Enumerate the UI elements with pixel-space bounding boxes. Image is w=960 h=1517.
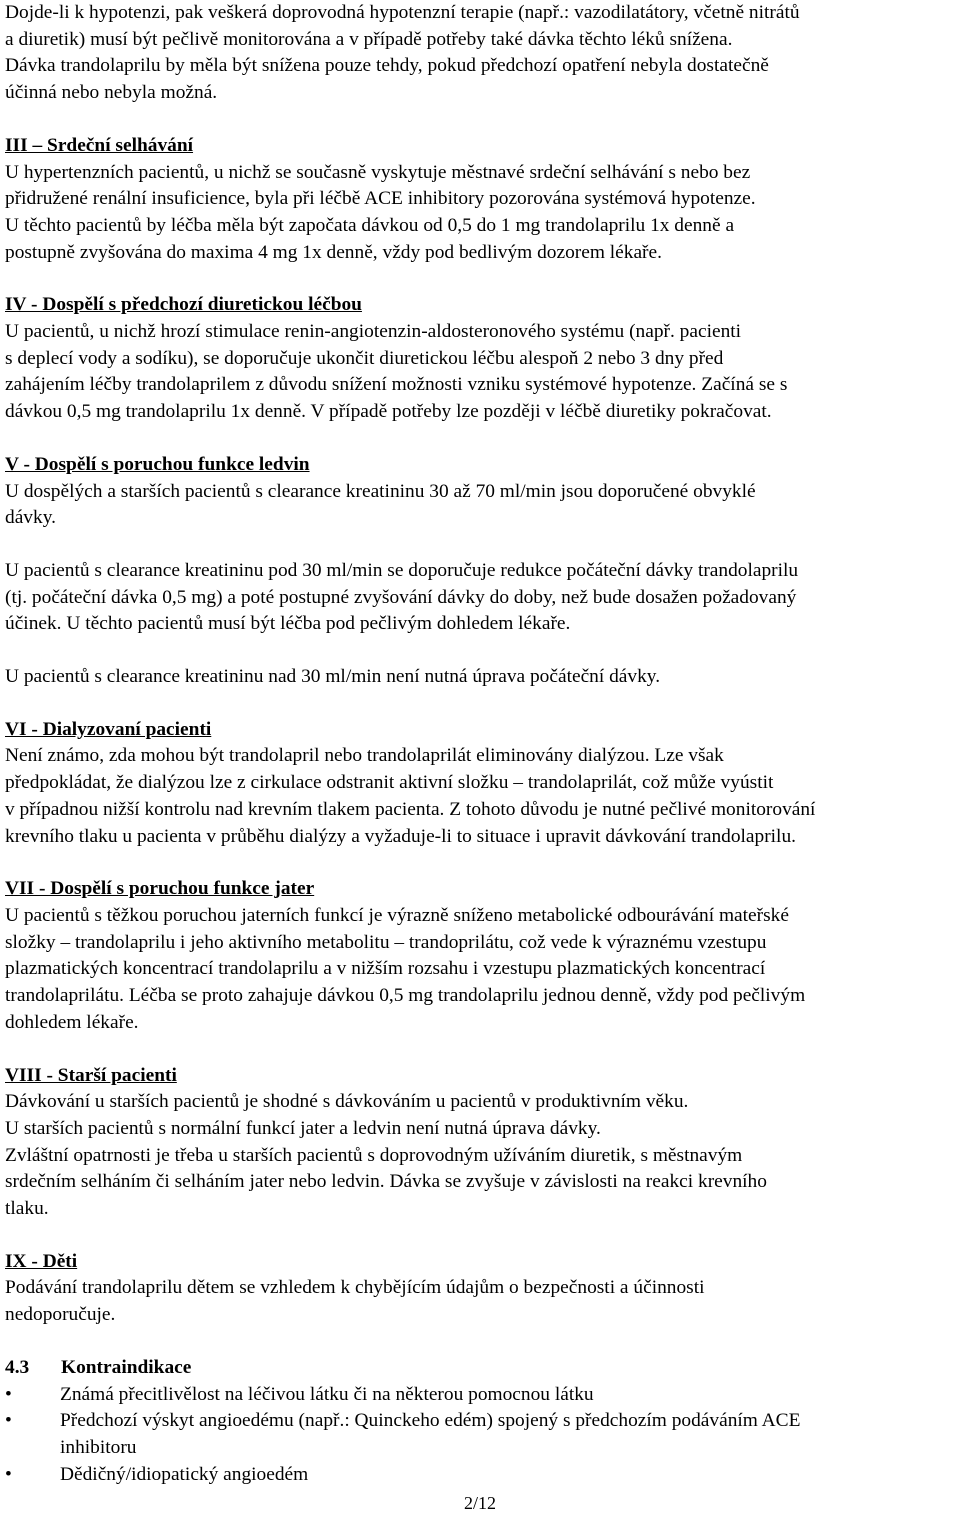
text-line: předpokládat, že dialýzou lze z cirkulace odstranit aktivní složku – trandolaprilát, což může vyústit: [5, 772, 774, 794]
text-line: složky – trandolaprilu i jeho aktivního metabolitu – trandoprilátu, což vede k výraznému vzestupu: [5, 931, 767, 953]
section-title-text: Kontraindikace: [61, 1356, 192, 1378]
section-heading: IV - Dospělí s předchozí diuretickou léčbou: [5, 294, 362, 316]
list-item-text: Dědičný/idiopatický angioedém: [60, 1463, 309, 1485]
bullet-icon: •: [5, 1410, 12, 1432]
intro-paragraph: [5, 0, 955, 107]
section-heading: VII - Dospělí s poruchou funkce jater: [5, 878, 315, 900]
text-line: nedoporučuje.: [5, 1304, 116, 1326]
section-heading: V - Dospělí s poruchou funkce ledvin: [5, 453, 310, 475]
text-line: U hypertenzních pacientů, u nichž se současně vyskytuje městnavé srdeční selhávání s nebo bez: [5, 161, 751, 183]
bullet-icon: •: [5, 1463, 12, 1485]
text-line: v případnou nižší kontrolu nad krevním tlakem pacienta. Z tohoto důvodu je nutné pečlivé monitorování: [5, 798, 816, 820]
contraindication-list: [5, 1382, 955, 1489]
text-line: U těchto pacientů by léčba měla být započata dávkou od 0,5 do 1 mg trandolaprilu 1x denně a: [5, 214, 735, 236]
text-line: Zvláštní opatrnosti je třeba u starších pacientů s doprovodným užíváním diuretik, s městnavým: [5, 1144, 743, 1166]
text-line: Podávání trandolaprilu dětem se vzhledem k chybějícím údajům o bezpečnosti a účinnosti: [5, 1277, 705, 1299]
text-line: dávkou 0,5 mg trandolaprilu 1x denně. V případě potřeby lze později v léčbě diuretiky pokračovat.: [5, 401, 772, 423]
text-line: účinná nebo nebyla možná.: [5, 82, 218, 104]
text-line: Dávka trandolaprilu by měla být snížena pouze tehdy, pokud předchozí opatření nebyla dostatečně: [5, 55, 769, 77]
text-line: U pacientů s clearance kreatininu pod 30 ml/min se doporučuje redukce počáteční dávky trandolaprilu: [5, 559, 799, 581]
text-line: dohledem lékaře.: [5, 1011, 139, 1033]
text-line: účinek. U těchto pacientů musí být léčba pod pečlivým dohledem lékaře.: [5, 613, 571, 635]
text-line: U pacientů s clearance kreatininu nad 30 ml/min není nutná úprava počáteční dávky.: [5, 666, 661, 688]
text-line: U dospělých a starších pacientů s clearance kreatininu 30 až 70 ml/min jsou doporučené obvyklé: [5, 480, 756, 502]
list-item: [5, 1382, 955, 1409]
text-line: Dávkování u starších pacientů je shodné s dávkováním u pacientů v produktivním věku.: [5, 1091, 689, 1113]
list-item-text: Známá přecitlivělost na léčivou látku či na některou pomocnou látku: [60, 1383, 594, 1405]
section-ix: [5, 1249, 955, 1329]
section-heading: III – Srdeční selhávání: [5, 134, 194, 156]
text-line: s deplecí vody a sodíku), se doporučuje ukončit diuretickou léčbu alespoň 2 nebo 3 dny před: [5, 347, 724, 369]
list-item: [5, 1408, 955, 1461]
text-line: zahájením léčby trandolaprilem z důvodu snížení možnosti vzniku systémové hypotenze. Začíná se s: [5, 374, 788, 396]
bullet-icon: •: [5, 1383, 12, 1405]
text-line: trandolaprilátu. Léčba se proto zahajuje dávkou 0,5 mg trandolaprilu jednou denně, vždy pod pečlivým: [5, 985, 806, 1007]
section-title: [5, 1355, 955, 1382]
text-line: srdečním selháním či selháním jater nebo ledvin. Dávka se zvyšuje v závislosti na reakci krevního: [5, 1171, 767, 1193]
text-line: a diuretik) musí být pečlivě monitorována a v případě potřeby také dávka těchto léků snížena.: [5, 28, 733, 50]
text-line: U pacientů s těžkou poruchou jaterních funkcí je výrazně sníženo metabolické odbourávání mateřské: [5, 904, 789, 926]
section-vi: [5, 717, 955, 851]
section-viii: [5, 1063, 955, 1223]
section-heading: VIII - Starší pacienti: [5, 1064, 177, 1086]
section-vii: [5, 876, 955, 1036]
text-line: (tj. počáteční dávka 0,5 mg) a poté postupné zvyšování dávky do doby, než bude dosažen požadovaný: [5, 586, 797, 608]
text-line: U starších pacientů s normální funkcí jater a ledvin není nutná úprava dávky.: [5, 1117, 601, 1139]
section-heading: IX - Děti: [5, 1250, 78, 1272]
text-line: postupně zvyšována do maxima 4 mg 1x denně, vždy pod bedlivým dozorem lékaře.: [5, 241, 662, 263]
list-item-text: Předchozí výskyt angioedému (např.: Quinckeho edém) spojený s předchozím podáváním ACE: [60, 1410, 801, 1432]
document-page: [5, 0, 955, 1488]
text-line: krevního tlaku u pacienta v průběhu dialýzy a vyžaduje-li to situace i upravit dávkování trandolaprilu.: [5, 825, 796, 847]
section-iii: [5, 133, 955, 267]
list-item-text: inhibitoru: [60, 1436, 137, 1458]
text-line: Dojde-li k hypotenzi, pak veškerá doprovodná hypotenzní terapie (např.: vazodilatátory, včetně nitrátů: [5, 2, 800, 23]
section-number: 4.3: [5, 1356, 30, 1378]
section-v: [5, 452, 955, 691]
text-line: plazmatických koncentrací trandolaprilu a v nižším rozsahu i vzestupu plazmatických koncentrací: [5, 958, 766, 980]
page-number: 2/12: [463, 1493, 496, 1513]
section-iv: [5, 292, 955, 426]
text-line: Není známo, zda mohou být trandolapril nebo trandolaprilát eliminovány dialýzou. Lze však: [5, 745, 724, 767]
text-line: přidružené renální insuficience, byla při léčbě ACE inhibitory pozorována systémová hypotenze.: [5, 188, 756, 210]
text-line: U pacientů, u nichž hrozí stimulace renin-angiotenzin-aldosteronového systému (např. pacienti: [5, 321, 742, 343]
list-item: [5, 1462, 955, 1489]
section-heading: VI - Dialyzovaní pacienti: [5, 718, 212, 740]
text-line: tlaku.: [5, 1198, 49, 1220]
text-line: dávky.: [5, 507, 56, 529]
section-contraindications: [5, 1355, 955, 1489]
